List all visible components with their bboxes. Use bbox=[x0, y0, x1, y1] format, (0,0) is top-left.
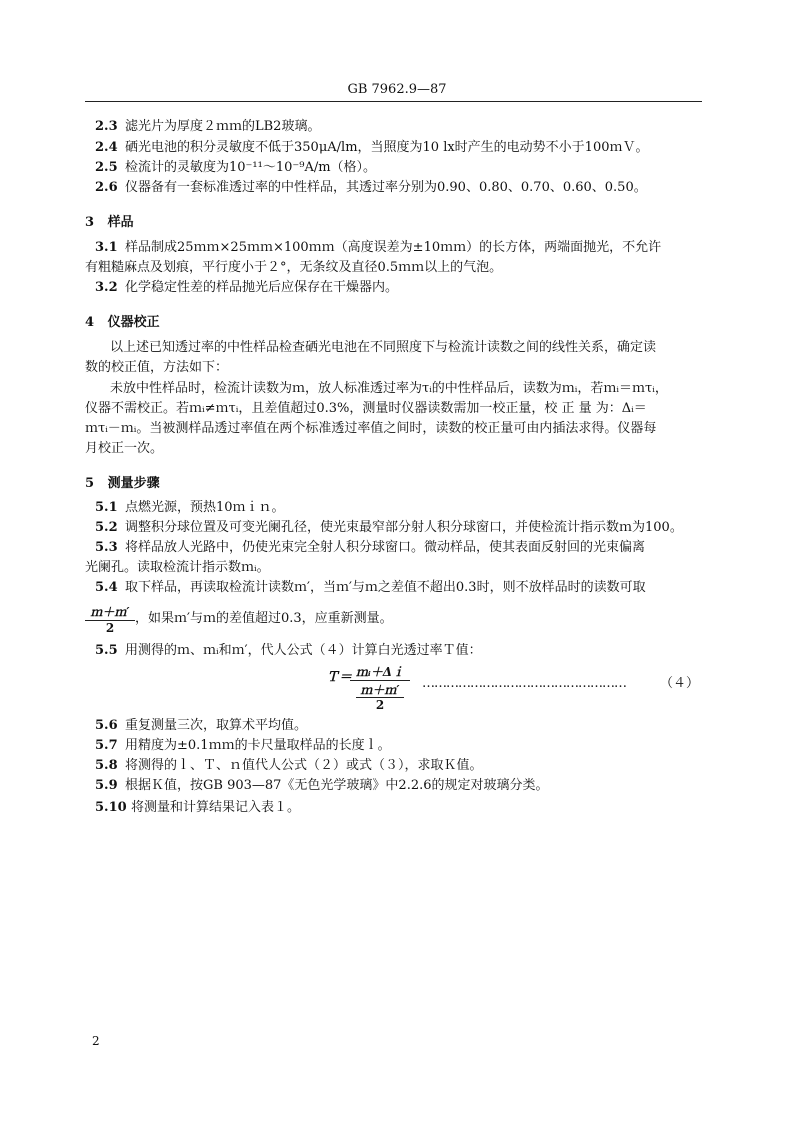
step-5-5: 5.5 用测得的ｍ、ｍᵢ和ｍ′，代人公式（４）计算白光透过率Ｔ值： bbox=[95, 643, 482, 658]
item-2-4: 2.4 硒光电池的积分灵敏度不低于350μA/lm，当照度为10 lx时产生的电动势不小于100ｍＶ。 bbox=[95, 140, 649, 155]
formula-leader-dots: …………………………………………… bbox=[422, 676, 626, 691]
para-3-2: 3.2 化学稳定性差的样品抛光后应保存在干燥器内。 bbox=[95, 280, 399, 295]
step-5-10: 5.10 将测量和计算结果记入表１。 bbox=[95, 800, 301, 815]
step-5-8: 5.8 将测得的ｌ、Ｔ、ｎ值代人公式（２）或式（３），求取Ｋ值。 bbox=[95, 758, 483, 773]
step-5-9: 5.9 根据Ｋ值，按GB 903—87《无色光学玻璃》中2.2.6的规定对玻璃分类。 bbox=[95, 778, 549, 793]
formula-lhs: Ｔ＝ bbox=[326, 670, 353, 685]
step-5-2: 5.2 调整积分球位置及可变光阑孔径，使光束最窄部分射人积分球窗口，并使检流计指示数ｍ为100。 bbox=[95, 520, 683, 535]
para-4-a2: 数的校正值，方法如下： bbox=[85, 360, 229, 375]
item-2-6: 2.6 仪器备有一套标准透过率的中性样品，其透过率分别为0.90、0.80、0.70、0.60、0.50。 bbox=[95, 180, 647, 195]
item-2-5: 2.5 检流计的灵敏度为10⁻¹¹～10⁻⁹A/m（格）。 bbox=[95, 160, 377, 175]
step-5-3-cont: 光阑孔。读取检流计指示数ｍᵢ。 bbox=[85, 560, 270, 575]
formula-den-top: ｍ＋ｍ′ bbox=[360, 683, 400, 697]
step-5-7: 5.7 用精度为±0.1ｍｍ的卡尺量取样品的长度ｌ。 bbox=[95, 738, 391, 753]
para-4-b3: ｍτᵢ－ｍᵢ。当被测样品透过率值在两个标准透过率值之间时，读数的校正量可由内插法求得。仪器每 bbox=[85, 421, 657, 436]
step-5-4: 5.4 取下样品，再读取检流计读数ｍ′，当ｍ′与ｍ之差值不超出0.3时，则不放样品时的读数可取 bbox=[95, 580, 646, 595]
section-4-heading: 4 仪器校正 bbox=[85, 315, 160, 330]
para-4-b2: 仪器不需校正。若ｍᵢ≠ｍτᵢ，且差值超过0.3%，测量时仪器读数需加一校正量，校 正 量 为：Δᵢ＝ bbox=[85, 401, 647, 416]
para-4-b1: 未放中性样品时，检流计读数为ｍ，放人标准透过率为τᵢ的中性样品后，读数为ｍᵢ，若ｍᵢ＝ｍτᵢ， bbox=[110, 381, 668, 396]
formula-number: （４） bbox=[660, 676, 700, 691]
section-3-heading: 3 样品 bbox=[85, 215, 134, 230]
fraction-numerator: ｍ＋ｍ′ bbox=[90, 605, 130, 619]
para-4-b4: 月校正一次。 bbox=[85, 441, 164, 456]
formula-numerator: ｍᵢ＋Δｉ bbox=[355, 665, 405, 679]
item-2-3: 2.3 滤光片为厚度２ｍｍ的LB2玻璃。 bbox=[95, 119, 321, 134]
para-3-1: 3.1 样品制成25ｍｍ×25ｍｍ×100ｍｍ（高度误差为±10ｍｍ）的长方体，两端面抛光，不允许 bbox=[95, 240, 662, 255]
step-5-4-cont: ，如果ｍ′与ｍ的差值超过0.3，应重新测量。 bbox=[135, 611, 393, 626]
fraction-denominator: 2 bbox=[105, 621, 115, 635]
section-5-heading: 5 测量步骤 bbox=[85, 476, 160, 491]
page-number: 2 bbox=[92, 1034, 100, 1048]
step-5-6: 5.6 重复测量三次，取算术平均值。 bbox=[95, 718, 308, 733]
step-5-1: 5.1 点燃光源，预热10ｍｉｎ。 bbox=[95, 500, 285, 515]
step-5-3: 5.3 将样品放人光路中，仍使光束完全射人积分球窗口。微动样品，使其表面反射回的光束偏离 bbox=[95, 540, 646, 555]
formula-den-bottom: 2 bbox=[375, 698, 385, 712]
para-4-a1: 以上述已知透过率的中性样品检查硒光电池在不同照度下与检流计读数之间的线性关系，确定读 bbox=[110, 340, 657, 355]
page-header: GB 7962.9—87 bbox=[347, 82, 447, 97]
header-rule bbox=[85, 101, 702, 102]
para-3-1-cont: 有粗糙麻点及划痕，平行度小于２°，无条纹及直径0.5ｍｍ以上的气泡。 bbox=[85, 260, 503, 275]
